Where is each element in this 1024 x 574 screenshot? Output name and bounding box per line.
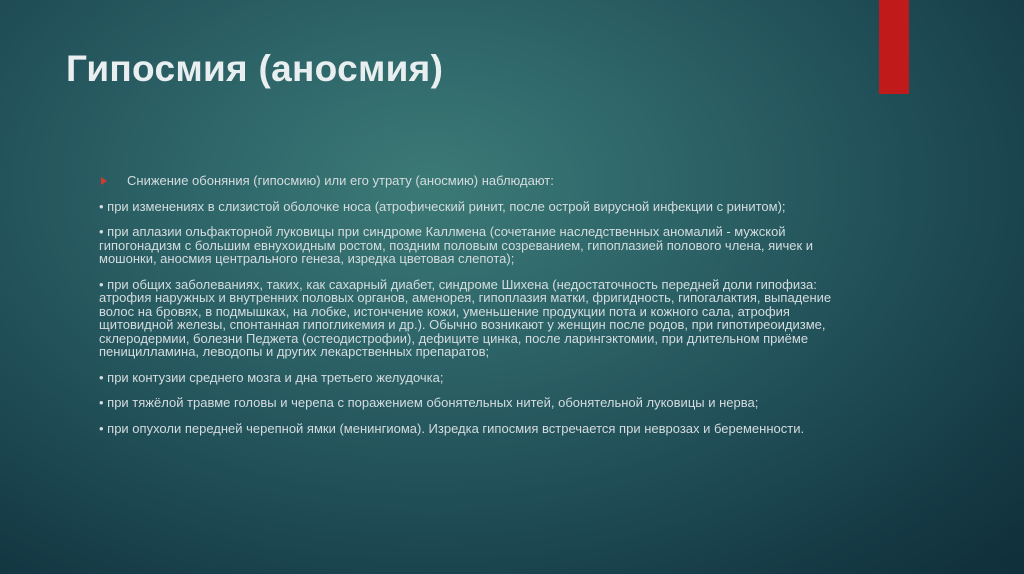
accent-bar <box>879 0 909 94</box>
arrow-bullet-icon <box>101 177 107 185</box>
list-item: • при тяжёлой травме головы и черепа с поражением обонятельных нитей, обонятельной луковицы и нерва; <box>99 395 759 410</box>
lead-text: Снижение обоняния (гипосмию) или его утрату (аносмию) наблюдают: <box>127 173 554 188</box>
list-item: • при общих заболеваниях, таких, как сахарный диабет, синдроме Шихена (недостаточность передней доли гипофиза: атрофия наружных и внутренних половых органов, аменорея, гипоплазия матки, фригидность, гипогалактия, выпадение волос на бровях, в подмышках, на лобке, истончение кожи, уменьшение продукции пота и кожного сала, атрофия щитовидной железы, спонтанная гипогликемия и др.). Обычно возникают у женщин после родов, при гипотиреоидизме, склеродермии, болезни Педжета (остеодистрофии), дефиците цинка, после ларингэктомии, при длительном приёме пеницилламина, леводопы и других лекарственных препаратов; <box>99 276 832 359</box>
list-item: • при опухоли передней черепной ямки (менингиома). Изредка гипосмия встречается при неврозах и беременности. <box>99 420 805 436</box>
list-item: • при изменениях в слизистой оболочке носа (атрофический ринит, после острой вирусной инфекции с ринитом); <box>99 198 786 214</box>
list-item: • при контузии среднего мозга и дна третьего желудочка; <box>99 369 444 385</box>
list-item: • при аплазии ольфакторной луковицы при синдроме Каллмена (сочетание наследственных аномалий - мужской гипогонадизм с большим евнухоидным ростом, поздним половым созреванием, гипоплазией полового члена, яичек и мошонки, аносмия центрального генеза, изредка цветовая слепота); <box>99 224 814 266</box>
slide-content <box>99 174 844 435</box>
slide-title: Гипосмия (аносмия) <box>66 48 444 89</box>
lead-bullet <box>99 174 844 188</box>
